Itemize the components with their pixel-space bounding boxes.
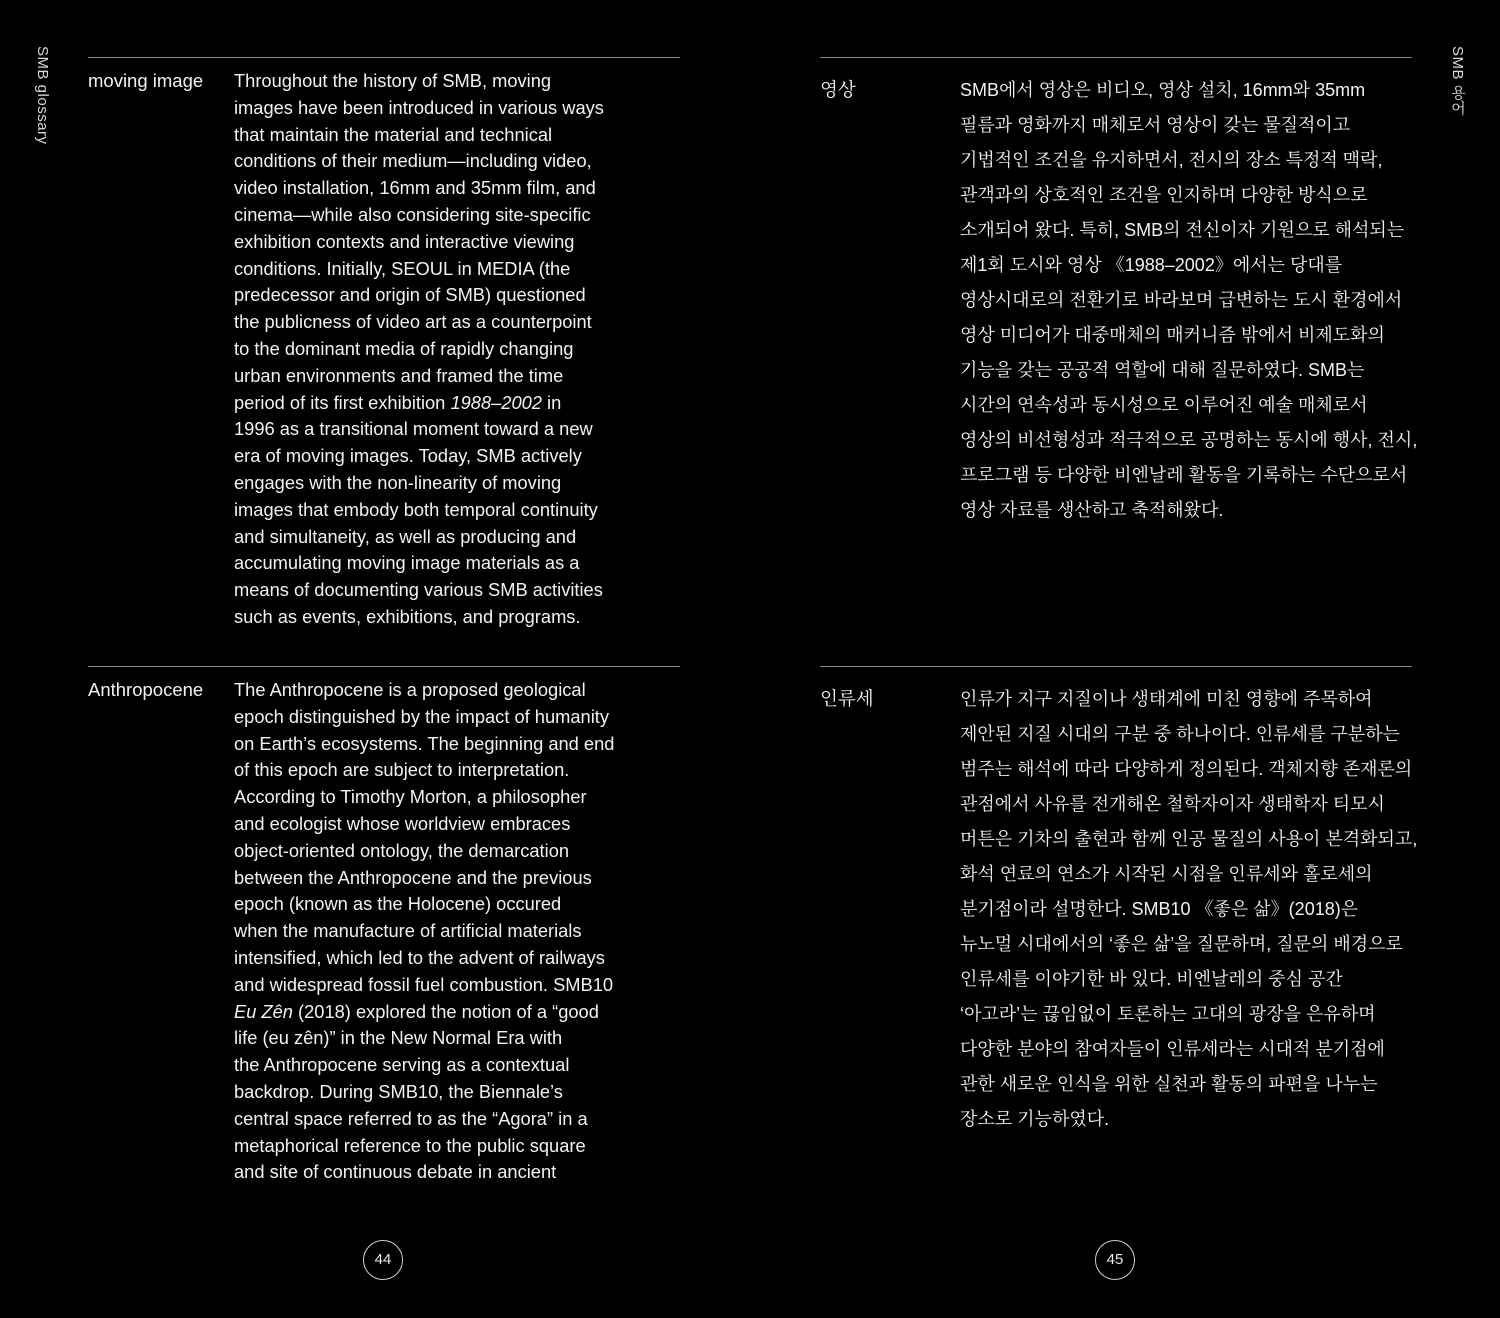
text-line: and widespread fossil fuel combustion. SMB10 bbox=[234, 973, 614, 995]
text-line: conditions of their medium—including video, bbox=[234, 150, 592, 172]
text-line: The Anthropocene is a proposed geological bbox=[234, 679, 586, 700]
text-line: 관점에서 사유를 전개해온 철학자이자 생태학자 티모시 bbox=[960, 794, 1385, 814]
text-line: backdrop. During SMB10, the Biennale’s bbox=[234, 1080, 563, 1102]
definition-anthropocene bbox=[234, 677, 684, 1186]
text-line: the Anthropocene serving as a contextual bbox=[234, 1054, 570, 1076]
page-number-badge: 45 bbox=[1095, 1240, 1135, 1280]
text-line: 관한 새로운 인식을 위한 실천과 활동의 파편을 나누는 bbox=[960, 1074, 1378, 1094]
text-line: 제1회 도시와 영상 《1988–2002》에서는 당대를 bbox=[960, 255, 1343, 275]
term-moving-image-ko: 영상 bbox=[820, 79, 856, 100]
text-line: According to Timothy Morton, a philosopher bbox=[234, 786, 587, 808]
text-line: 인류세를 이야기한 바 있다. 비엔날레의 중심 공간 bbox=[960, 969, 1343, 989]
text-line: 시간의 연속성과 동시성으로 이루어진 예술 매체로서 bbox=[960, 395, 1368, 415]
text-line: such as events, exhibitions, and programs. bbox=[234, 605, 581, 627]
text-line: that maintain the material and technical bbox=[234, 123, 553, 145]
glossary-side-label: SMB glossary bbox=[34, 46, 51, 145]
text-line: of this epoch are subject to interpretation. bbox=[234, 759, 570, 781]
text-line: 다양한 분야의 참여자들이 인류세라는 시대적 분기점에 bbox=[960, 1039, 1385, 1059]
term-moving-image: moving image bbox=[88, 70, 204, 91]
text-line: when the manufacture of artificial materials bbox=[234, 920, 582, 942]
text-run: in bbox=[541, 391, 562, 413]
text-line: 소개되어 왔다. 특히, SMB의 전신이자 기원으로 해석되는 bbox=[960, 220, 1405, 240]
text-line: ‘아고라’는 끊임없이 토론하는 고대의 광장을 은유하며 bbox=[960, 1004, 1376, 1024]
text-line: accumulating moving image materials as a bbox=[234, 552, 580, 574]
text-line: images have been introduced in various ways bbox=[234, 96, 604, 118]
text-line: epoch (known as the Holocene) occured bbox=[234, 893, 562, 915]
entry-divider bbox=[88, 57, 680, 58]
entry-divider bbox=[88, 666, 680, 667]
text-line: era of moving images. Today, SMB actively bbox=[234, 445, 582, 467]
text-line: engages with the non-linearity of moving bbox=[234, 471, 562, 493]
text-line: on Earth’s ecosystems. The beginning and end bbox=[234, 732, 615, 754]
text-line: 기법적인 조건을 유지하면서, 전시의 장소 특정적 맥락, bbox=[960, 150, 1383, 170]
text-line: images that embody both temporal continuity bbox=[234, 498, 598, 520]
text-line: 제안된 지질 시대의 구분 중 하나이다. 인류세를 구분하는 bbox=[960, 724, 1400, 744]
text-line: exhibition contexts and interactive viewing bbox=[234, 230, 575, 252]
text-line: the publicness of video art as a counterpoint bbox=[234, 311, 592, 333]
text-line: 기능을 갖는 공공적 역할에 대해 질문하였다. SMB는 bbox=[960, 360, 1365, 380]
text-line: 1996 as a transitional moment toward a new bbox=[234, 418, 593, 440]
definition-moving-image-ko bbox=[960, 73, 1420, 528]
text-line: 관객과의 상호적인 조건을 인지하며 다양한 방식으로 bbox=[960, 185, 1368, 205]
text-line: metaphorical reference to the public square bbox=[234, 1134, 586, 1156]
text-line: 영상시대로의 전환기로 바라보며 급변하는 도시 환경에서 bbox=[960, 290, 1403, 310]
text-line-with-italic bbox=[234, 999, 684, 1026]
text-line: central space referred to as the “Agora” in a bbox=[234, 1107, 588, 1129]
text-line: and ecologist whose worldview embraces bbox=[234, 812, 571, 834]
text-line: conditions. Initially, SEOUL in MEDIA (the bbox=[234, 257, 571, 279]
text-line: and site of continuous debate in ancient bbox=[234, 1161, 557, 1183]
right-page bbox=[750, 0, 1500, 1318]
text-line: 영상의 비선형성과 적극적으로 공명하는 동시에 행사, 전시, bbox=[960, 430, 1418, 450]
text-line: 뉴노멀 시대에서의 ‘좋은 삶’을 질문하며, 질문의 배경으로 bbox=[960, 934, 1403, 954]
text-line: 화석 연료의 연소가 시작된 시점을 인류세와 홀로세의 bbox=[960, 864, 1373, 884]
page-number-badge: 44 bbox=[363, 1240, 403, 1280]
text-line: to the dominant media of rapidly changing bbox=[234, 337, 574, 359]
exhibition-title-italic: Eu Zên bbox=[234, 1000, 293, 1022]
text-line: 인류가 지구 지질이나 생태계에 미친 영향에 주목하여 bbox=[960, 689, 1373, 709]
entry-divider bbox=[820, 666, 1412, 667]
glossary-side-label: SMB 용어 bbox=[1449, 46, 1466, 116]
text-line-with-italic bbox=[234, 390, 684, 417]
entry-divider bbox=[820, 57, 1412, 58]
text-line: 영상 미디어가 대중매체의 매커니즘 밖에서 비제도화의 bbox=[960, 325, 1385, 345]
text-line: 범주는 해석에 따라 다양하게 정의된다. 객체지향 존재론의 bbox=[960, 759, 1413, 779]
term-anthropocene: Anthropocene bbox=[88, 679, 204, 700]
text-line: between the Anthropocene and the previous bbox=[234, 866, 592, 888]
text-line: 분기점이라 설명한다. SMB10 《좋은 삶》(2018)은 bbox=[960, 899, 1359, 919]
text-line: means of documenting various SMB activities bbox=[234, 579, 603, 601]
exhibition-title-italic: 1988–2002 bbox=[450, 391, 542, 413]
text-line: cinema—while also considering site-specific bbox=[234, 203, 591, 225]
text-line: 영상 자료를 생산하고 축적해왔다. bbox=[960, 500, 1224, 520]
text-line: 프로그램 등 다양한 비엔날레 활동을 기록하는 수단으로서 bbox=[960, 465, 1408, 485]
text-line: object-oriented ontology, the demarcation bbox=[234, 839, 570, 861]
text-line: epoch distinguished by the impact of humanity bbox=[234, 705, 609, 727]
text-run: period of its first exhibition bbox=[234, 391, 451, 413]
text-line: urban environments and framed the time bbox=[234, 364, 564, 386]
text-line: predecessor and origin of SMB) questioned bbox=[234, 284, 586, 306]
definition-moving-image bbox=[234, 68, 684, 631]
text-line: Throughout the history of SMB, moving bbox=[234, 70, 552, 91]
text-line: SMB에서 영상은 비디오, 영상 설치, 16mm와 35mm bbox=[960, 80, 1366, 100]
text-line: 장소로 기능하였다. bbox=[960, 1109, 1110, 1129]
text-line: intensified, which led to the advent of railways bbox=[234, 946, 605, 968]
text-line: and simultaneity, as well as producing and bbox=[234, 525, 577, 547]
text-line: 필름과 영화까지 매체로서 영상이 갖는 물질적이고 bbox=[960, 115, 1351, 135]
text-line: video installation, 16mm and 35mm film, and bbox=[234, 177, 596, 199]
text-line: life (eu zên)” in the New Normal Era with bbox=[234, 1027, 563, 1049]
text-line: 머튼은 기차의 출현과 함께 인공 물질의 사용이 본격화되고, bbox=[960, 829, 1418, 849]
definition-anthropocene-ko bbox=[960, 682, 1420, 1137]
term-anthropocene-ko: 인류세 bbox=[820, 688, 874, 709]
text-run: (2018) explored the notion of a “good bbox=[292, 1000, 599, 1022]
